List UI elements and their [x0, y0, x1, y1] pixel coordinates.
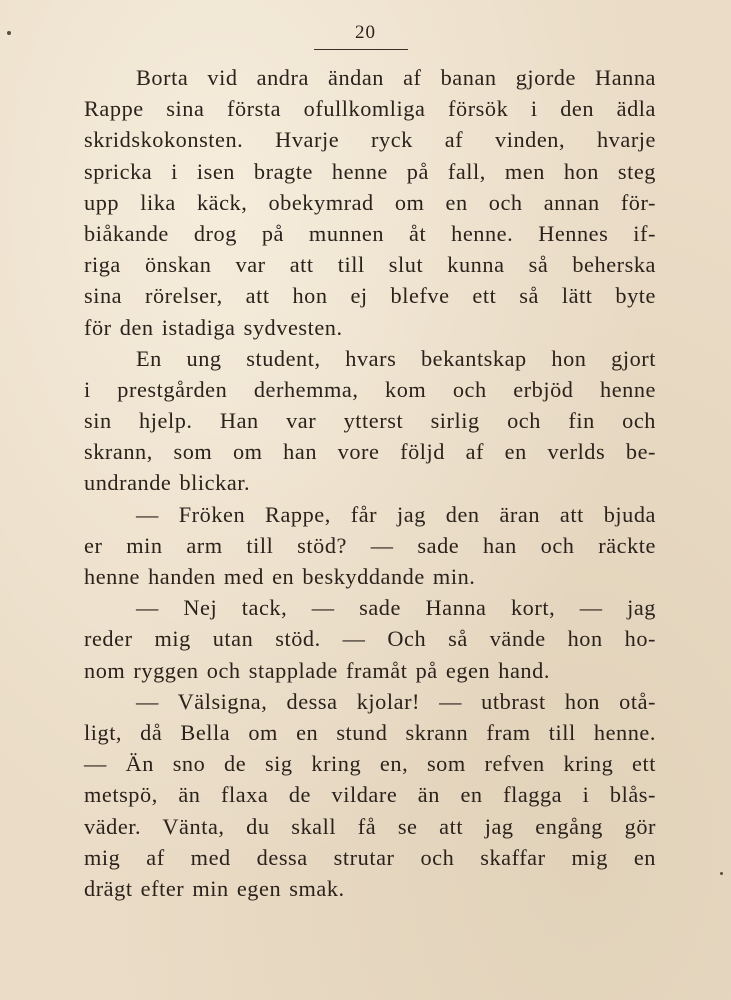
text-line: skrann, som om han vore följd af en verlds be- [84, 439, 656, 465]
text-line: — Nej tack, — sade Hanna kort, — jag [136, 595, 656, 621]
text-line: drägt efter min egen smak. [84, 875, 345, 901]
text-line: Borta vid andra ändan af banan gjorde Hanna [136, 65, 656, 90]
text-line: i prestgården derhemma, kom och erbjöd henne [84, 376, 656, 402]
text-line: henne handen med en beskyddande min. [84, 564, 476, 589]
text-line: sin hjelp. Han var ytterst sirlig och fin och [84, 408, 656, 434]
page-number: 20 [355, 22, 376, 43]
text-line: undrande blickar. [84, 470, 251, 496]
text-line: er min arm till stöd? — sade han och räckte [84, 532, 656, 558]
text-line: metspö, än flaxa de vildare än en flagga i blås- [84, 782, 656, 808]
text-line: skridskokonsten. Hvarje ryck af vinden, hvarje [84, 127, 656, 153]
text-line: — Välsigna, dessa kjolar! — utbrast hon otå- [136, 688, 656, 714]
text-line: Rappe sina första ofullkomliga försök i den ädla [84, 96, 656, 122]
ink-speck [720, 872, 723, 875]
text-line: spricka i isen bragte henne på fall, men hon steg [84, 158, 656, 184]
text-line: nom ryggen och stapplade framåt på egen hand. [84, 657, 550, 683]
text-line: mig af med dessa strutar och skaffar mig en [84, 844, 656, 870]
text-line: ligt, då Bella om en stund skrann fram till henne. [84, 719, 656, 745]
text-line: riga önskan var att till slut kunna så beherska [84, 252, 656, 278]
text-line: biåkande drog på munnen åt henne. Hennes if- [84, 220, 656, 246]
text-line: — Fröken Rappe, får jag den äran att bjuda [136, 501, 656, 527]
body-text [84, 62, 656, 904]
text-line: upp lika käck, obekymrad om en och annan för- [84, 189, 656, 215]
text-line: En ung student, hvars bekantskap hon gjort [136, 345, 656, 371]
text-line: reder mig utan stöd. — Och så vände hon ho- [84, 626, 656, 652]
text-line: — Än sno de sig kring en, som refven kring ett [84, 751, 656, 777]
text-line: väder. Vänta, du skall få se att jag engång gör [84, 813, 656, 839]
header-rule [314, 49, 408, 50]
text-line: sina rörelser, att hon ej blefve ett så lätt byte [84, 283, 656, 309]
text-line: för den istadiga sydvesten. [84, 314, 343, 340]
